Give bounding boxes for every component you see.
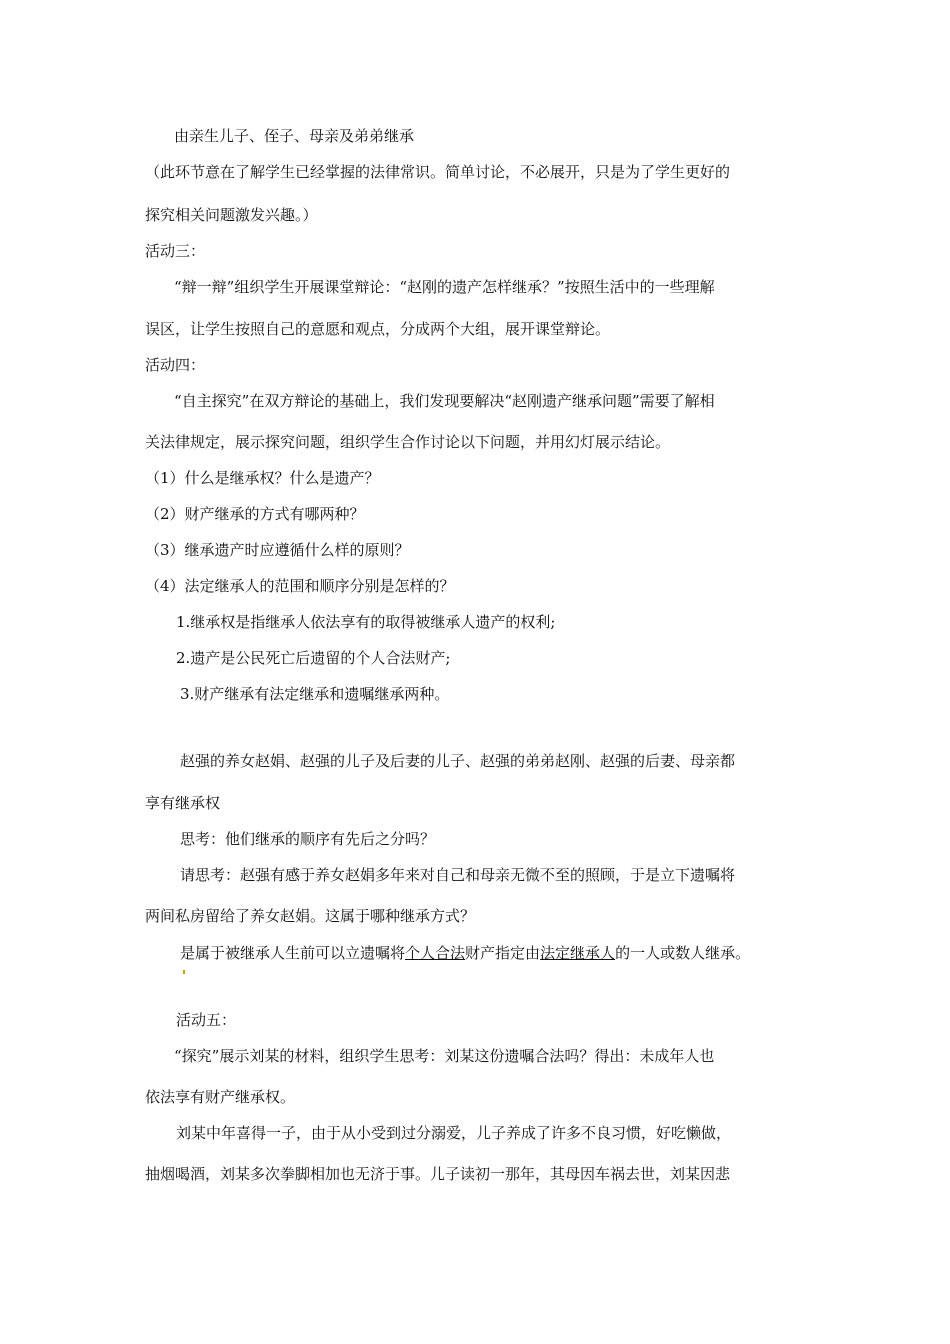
question-item: （1）什么是继承权？什么是遗产？ — [145, 469, 380, 487]
text-line: 探究相关问题激发兴趣。） — [145, 206, 318, 224]
question-item: （3）继承遗产时应遵循什么样的原则？ — [145, 541, 410, 559]
question-item: （2）财产继承的方式有哪两种？ — [145, 505, 365, 523]
text-line: 由亲生儿子、侄子、母亲及弟弟继承 — [174, 127, 415, 145]
text-line: 思考：他们继承的顺序有先后之分吗？ — [180, 830, 436, 848]
answer-item: 2.遗产是公民死亡后遗留的个人合法财产; — [176, 649, 451, 667]
underlined-term: 个人合法 — [405, 944, 466, 962]
text-line: “辩一辩”组织学生开展课堂辩论：“赵刚的遗产怎样继承？”按照生活中的一些理解 — [174, 278, 715, 296]
text-line: 两间私房留给了养女赵娟。这属于哪种继承方式？ — [145, 907, 476, 925]
section-heading: 活动四： — [145, 356, 206, 374]
section-heading: 活动五： — [176, 1011, 237, 1029]
text-line: 赵强的养女赵娟、赵强的儿子及后妻的儿子、赵强的弟弟赵刚、赵强的后妻、母亲都 — [180, 752, 736, 770]
text-line: 依法享有财产继承权。 — [145, 1088, 296, 1106]
text-line: （此环节意在了解学生已经掌握的法律常识。简单讨论，不必展开，只是为了学生更好的 — [145, 163, 731, 181]
question-item: （4）法定继承人的范围和顺序分别是怎样的？ — [145, 577, 455, 595]
underlined-term: 法定继承人 — [540, 944, 616, 962]
text-line: 误区，让学生按照自己的意愿和观点，分成两个大组，展开课堂辩论。 — [145, 320, 611, 338]
text-line: 享有继承权 — [145, 794, 221, 812]
text-line: 关法律规定，展示探究问题，组织学生合作讨论以下问题，并用幻灯展示结论。 — [145, 433, 671, 451]
section-heading: 活动三： — [145, 242, 206, 260]
text-line: 请思考：赵强有感于养女赵娟多年来对自己和母亲无微不至的照顾，于是立下遗嘱将 — [180, 866, 736, 884]
text-line: 抽烟喝酒，刘某多次拳脚相加也无济于事。儿子读初一那年，其母因车祸去世，刘某因悲 — [145, 1165, 731, 1183]
text-line: “自主探究”在双方辩论的基础上，我们发现要解决“赵刚遗产继承问题”需要了解相 — [174, 392, 715, 410]
will-text-part: 是属于被继承人生前可以立遗嘱将 — [180, 944, 406, 962]
text-line: “探究”展示刘某的材料，组织学生思考：刘某这份遗嘱合法吗？得出：未成年人也 — [174, 1047, 715, 1065]
answer-item: 1.继承权是指继承人依法享有的取得被继承人遗产的权利; — [176, 613, 556, 631]
annotation-mark — [183, 970, 185, 974]
will-text-part: 的一人或数人继承。 — [615, 944, 751, 962]
will-text-part: 财产指定由 — [465, 944, 541, 962]
text-line: 刘某中年喜得一子，由于从小受到过分溺爱，儿子养成了许多不良习惯，好吃懒做， — [176, 1124, 732, 1142]
will-definition-line — [180, 943, 750, 963]
answer-item: 3.财产继承有法定继承和遗嘱继承两种。 — [180, 685, 450, 703]
